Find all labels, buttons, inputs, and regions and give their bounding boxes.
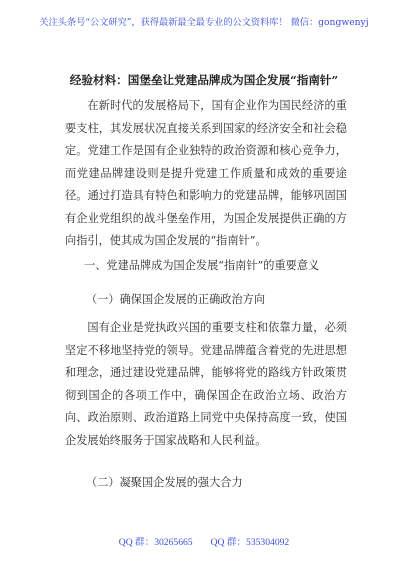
intro-paragraph: 在新时代的发展格局下，国有企业作为国民经济的重要支柱，其发展状况直接关系到国家的经济安全和社会稳定。党建工作是国有企业独特的政治资源和核心竞争力，而党建品牌建设则是提升党建工作质量和成效的重要途径。通过打造具有特色和影响力的党建品牌，能够巩固国有企业党组织的战斗堡垒作用，为国企发展提供正确的方向指引，使其成为国企发展的“指南针”。 xyxy=(65,99,347,247)
footer-qq-group-2: QQ 群：535304092 xyxy=(210,537,290,548)
document-title: 经验材料：国堡垒让党建品牌成为国企发展“指南针” xyxy=(69,73,339,87)
header-banner: 关注头条号“公文研究”，获得最新最全最专业的公文资料库！ 微信：gongwenyj xyxy=(39,17,369,28)
subsection-1-paragraph: 国有企业是党执政兴国的重要支柱和依靠力量，必须坚定不移地坚持党的领导。党建品牌蕴含着党的先进思想和理念，通过建设党建品牌，能够将党的路线方针政策贯彻到国企的各项工作中，确保国企在政治立场、政治方向、政治原则、政治道路上同党中央保持高度一致，使国企发展始终服务于国家战略和人民利益。 xyxy=(65,321,347,447)
section-1-heading: 一、党建品牌成为国企发展“指南针”的重要意义 xyxy=(84,259,320,272)
subsection-1-heading: （一）确保国企发展的正确政治方向 xyxy=(86,293,266,306)
subsection-2-heading: （二）凝聚国企发展的强大合力 xyxy=(86,476,243,489)
footer-contact xyxy=(0,537,408,549)
footer-qq-group-1: QQ 群：30265665 xyxy=(118,537,193,548)
